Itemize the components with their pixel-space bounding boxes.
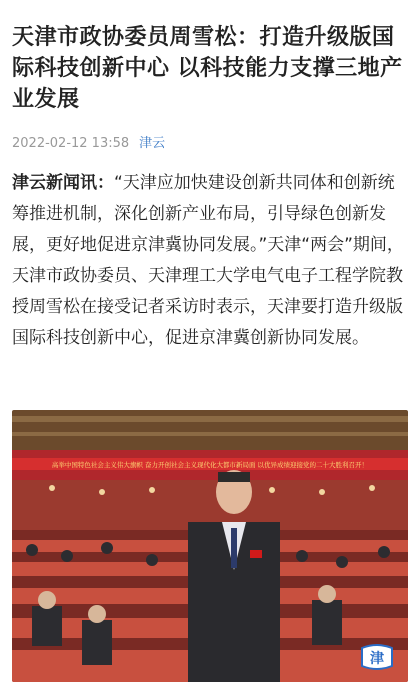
article-title: 天津市政协委员周雪松：打造升级版国际科技创新中心 以科技能力支撑三地产业发展 [12, 25, 403, 112]
hall-photo-illustration [12, 410, 408, 682]
article-body [12, 168, 408, 354]
logo-text: 津 [370, 651, 384, 667]
article-photo [12, 410, 408, 682]
source-link[interactable]: 津云 [139, 136, 166, 151]
article-lead: 津云新闻讯： [12, 173, 114, 193]
publish-date: 2022-02-12 13:58 [12, 136, 130, 151]
banner-text: 高举中国特色社会主义伟大旗帜 奋力开创社会主义现代化大都市新局面 以优异成绩迎接党的二十大胜利召开！ [51, 461, 369, 469]
article-meta [12, 132, 165, 151]
jinyun-logo [356, 642, 398, 672]
article-text: “天津应加快建设创新共同体和创新统筹推进机制，深化创新产业布局，引导绿色创新发展，更好地促进京津冀协同发展。”天津“两会”期间，天津市政协委员、天津理工大学电气电子工程学院教授周雪松在接受记者采访时表示，天津要打造升级版国际科技创新中心，促进京津冀创新协同发展。 [12, 173, 404, 348]
